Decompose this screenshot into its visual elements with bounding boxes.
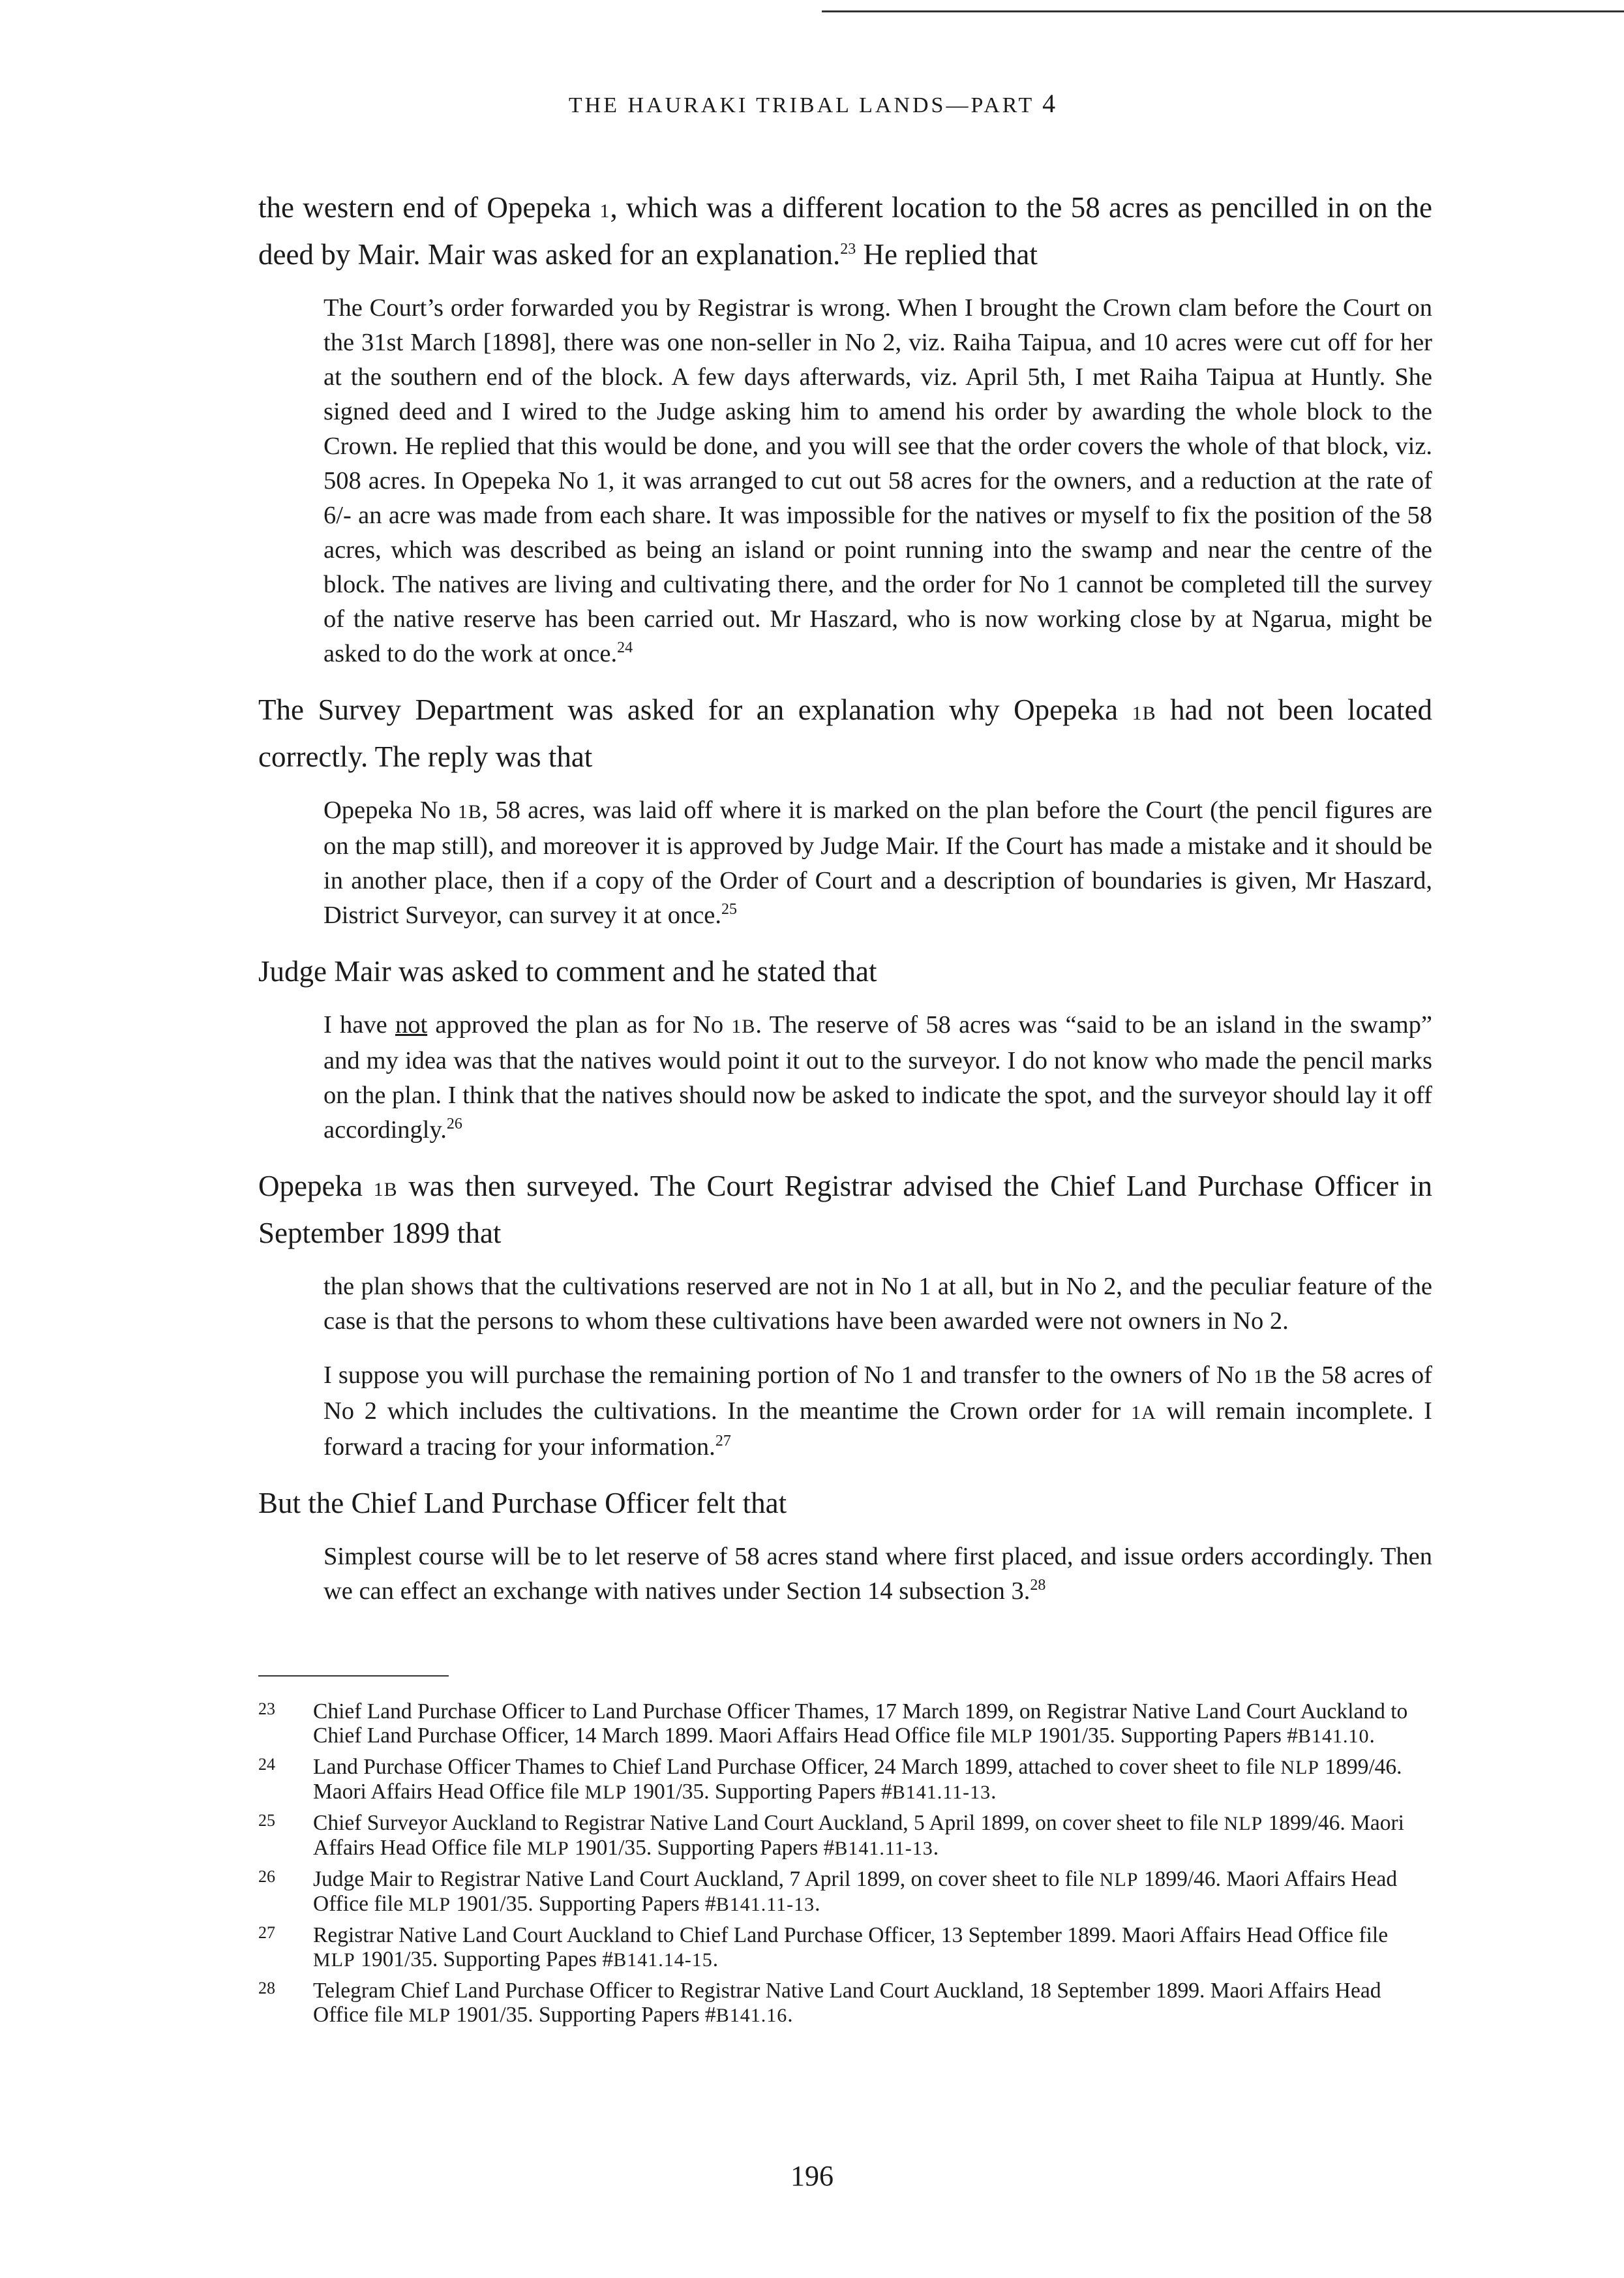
header-title: THE HAURAKI TRIBAL LANDS—PART	[568, 93, 1034, 117]
top-rule	[822, 10, 1624, 12]
footnote-item	[258, 1923, 1432, 1972]
text-run: the 58 acres of No 2 which includes the cultivations. In the meantime the Crown order for	[323, 1361, 1432, 1425]
body-paragraph	[258, 1481, 1432, 1525]
text-run: Judge Mair was asked to comment and he stated that	[258, 955, 877, 988]
footnote-ref[interactable]: 25	[721, 901, 738, 919]
small-caps-text: 1A	[1131, 1402, 1156, 1423]
text-run: Opepeka	[258, 1170, 374, 1202]
footnote-number: 25	[258, 1811, 275, 1830]
footnotes	[258, 1699, 1432, 2034]
block-quote	[323, 1269, 1432, 1339]
footnote-ref[interactable]: 26	[446, 1116, 462, 1133]
footnote-number: 24	[258, 1755, 275, 1774]
text-run: The Survey Department was asked for an explanation why Opepeka	[258, 693, 1132, 726]
footnote-text: Judge Mair to Registrar Native Land Court Auckland, 7 April 1899, on cover sheet to file NLP 1899/46. Maori Affairs Head Office file MLP 1901/35. Supporting Papers #B141.11-13.	[313, 1867, 1398, 1916]
page-number: 196	[790, 2160, 834, 2192]
main-content	[258, 186, 1432, 1626]
footnote-text: Chief Land Purchase Officer to Land Purchase Officer Thames, 17 March 1899, on Registrar Native Land Court Auckland to Chief Land Purchase Officer, 14 March 1899. Maori Affairs Head Office file MLP 1901/35. Supporting Papers #B141.10.	[313, 1699, 1408, 1748]
running-header	[0, 88, 1624, 119]
body-paragraph	[258, 688, 1432, 779]
block-quote	[323, 1358, 1432, 1465]
footnote-number: 26	[258, 1867, 275, 1886]
body-paragraph	[258, 950, 1432, 994]
footnote-ref[interactable]: 24	[617, 639, 633, 657]
text-run: approved the plan as for No	[427, 1011, 732, 1039]
small-caps-text: 1	[599, 200, 610, 222]
text-run: , which was a different location to the 58 acres as pencilled in on the deed by Mair. Mair was asked for an explanation.	[258, 191, 1432, 271]
block-quote	[323, 1008, 1432, 1147]
small-caps-text: 1B	[1132, 703, 1156, 724]
body-paragraph	[258, 1164, 1432, 1255]
footnote-number: 23	[258, 1699, 275, 1718]
block-quote	[323, 793, 1432, 933]
footnote-text: Land Purchase Officer Thames to Chief Land Purchase Officer, 24 March 1899, attached to cover sheet to file NLP 1899/46. Maori Affairs Head Office file MLP 1901/35. Supporting Papers #B141.11-13.	[313, 1755, 1402, 1804]
small-caps-text: 1B	[373, 1179, 398, 1200]
text-run: I suppose you will purchase the remaining portion of No 1 and transfer to the owners of No	[323, 1361, 1254, 1389]
footnote-item	[258, 1811, 1432, 1860]
text-run: . The reserve of 58 acres was “said to be an island in the swamp” and my idea was that the natives would point it out to the surveyor. I do not know who made the pencil marks on the plan. I think that the natives should now be asked to indicate the spot, and the surveyor should lay it off accordingly.	[323, 1011, 1432, 1144]
footnote-text: Registrar Native Land Court Auckland to Chief Land Purchase Officer, 13 September 1899. Maori Affairs Head Office file MLP 1901/35. Supporting Papes #B141.14-15.	[313, 1923, 1389, 1971]
text-run: But the Chief Land Purchase Officer felt that	[258, 1487, 787, 1519]
small-caps-text: 1B	[1253, 1366, 1278, 1388]
header-part-number: 4	[1042, 89, 1056, 118]
body-paragraph	[258, 186, 1432, 277]
block-quote	[323, 291, 1432, 671]
text-run: will remain incomplete. I forward a tracing for your information.	[323, 1397, 1432, 1461]
text-run: the western end of Opepeka	[258, 191, 600, 224]
text-run: had not been located correctly. The reply was that	[258, 693, 1432, 773]
footnote-item	[258, 1755, 1432, 1804]
footnote-ref[interactable]: 27	[715, 1433, 731, 1450]
underlined-text: not	[395, 1011, 428, 1039]
footnote-ref[interactable]: 23	[840, 241, 856, 258]
small-caps-text: 1B	[457, 801, 482, 823]
footnote-item	[258, 1979, 1432, 2027]
text-run: Simplest course will be to let reserve of 58 acres stand where first placed, and issue orders accordingly. Then we can effect an exchange with natives under Section 14 subsection 3.	[323, 1543, 1432, 1605]
footnote-item	[258, 1867, 1432, 1917]
text-run: , 58 acres, was laid off where it is marked on the plan before the Court (the pencil figures are on the map still), and moreover it is approved by Judge Mair. If the Court has made a mistake and it should be in another place, then if a copy of the Order of Court and a description of boundaries is given, Mr Haszard, District Surveyor, can survey it at once.	[323, 797, 1433, 929]
text-run: Opepeka No	[323, 797, 458, 824]
text-run: I have	[323, 1011, 395, 1039]
footnote-number: 27	[258, 1923, 275, 1942]
footnote-divider	[258, 1675, 449, 1677]
text-run: was then surveyed. The Court Registrar advised the Chief Land Purchase Officer in September 1899 that	[258, 1170, 1432, 1249]
text-run: the plan shows that the cultivations reserved are not in No 1 at all, but in No 2, and the peculiar feature of the case is that the persons to whom these cultivations have been awarded were not owners in No 2.	[323, 1273, 1432, 1335]
text-run: The Court’s order forwarded you by Registrar is wrong. When I brought the Crown clam before the Court on the 31st March [1898], there was one non-seller in No 2, viz. Raiha Taipua, and 10 acres were cut off for her at the southern end of the block. A few days afterwards, viz. April 5th, I met Raiha Taipua at Huntly. She signed deed and I wired to the Judge asking him to amend his order by awarding the whole block to the Crown. He replied that this would be done, and you will see that the order covers the whole of that block, viz. 508 acres. In Opepeka No 1, it was arranged to cut out 58 acres for the owners, and a reduction at the rate of 6/- an acre was made from each share. It was impossible for the natives or myself to fix the position of the 58 acres, which was described as being an island or point running into the swamp and near the centre of the block. The natives are living and cultivating there, and the order for No 1 cannot be completed till the survey of the native reserve has been carried out. Mr Haszard, who is now working close by at Ngarua, might be asked to do the work at once.	[323, 294, 1432, 667]
footnote-item	[258, 1699, 1432, 1748]
footnote-ref[interactable]: 28	[1030, 1577, 1046, 1594]
footnote-number: 28	[258, 1979, 275, 1997]
footnote-text: Chief Surveyor Auckland to Registrar Native Land Court Auckland, 5 April 1899, on cover sheet to file NLP 1899/46. Maori Affairs Head Office file MLP 1901/35. Supporting Papers #B141.11-13.	[313, 1811, 1404, 1860]
text-run: He replied that	[856, 238, 1038, 271]
footnote-text: Telegram Chief Land Purchase Officer to Registrar Native Land Court Auckland, 18 September 1899. Maori Affairs Head Office file MLP 1901/35. Supporting Papers #B141.16.	[313, 1979, 1381, 2027]
block-quote	[323, 1540, 1432, 1609]
small-caps-text: 1B	[731, 1016, 756, 1037]
